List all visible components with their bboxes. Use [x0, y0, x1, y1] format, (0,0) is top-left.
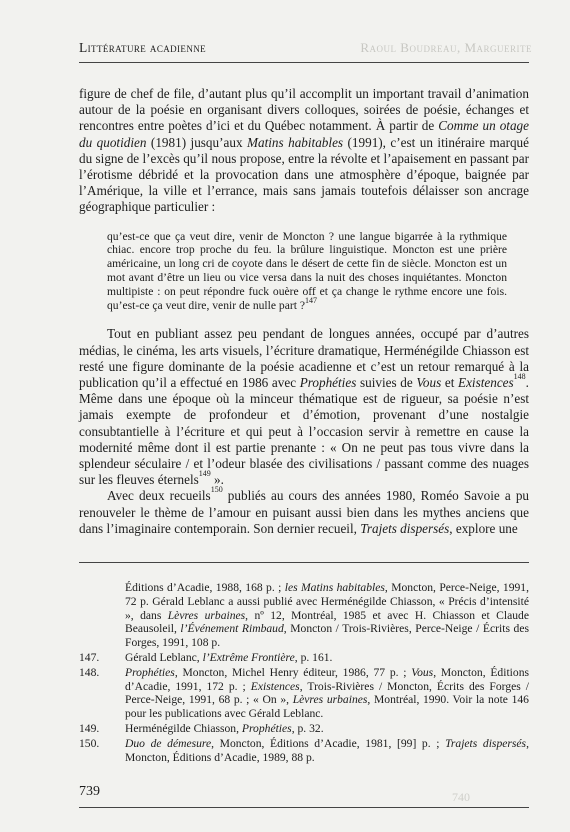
text-run: , explore une	[449, 520, 518, 536]
title-italic: l’Événement Rimbaud	[180, 622, 284, 636]
bleed-through-header: Raoul Boudreau, Marguerite	[360, 40, 532, 55]
footer-rule	[79, 807, 529, 808]
running-head-initial: L	[79, 40, 88, 55]
text-run: Herménégilde Chiasson,	[125, 721, 242, 735]
text-run: Gérald Leblanc,	[125, 650, 203, 664]
footnote-number: 148.	[79, 665, 100, 679]
text-run: (1991), c’est un itinéraire marqué du signe de l’excès qu’il nous propose, entre la révolte et l’apaisement en passant par l’érotisme débridé et la provocation dans une atmosphère d’époque, baignée par l’Amérique, la ville et l’errance, mais sans jamais toutefois délaisser son ancrage géographique particulier :	[79, 134, 530, 215]
text-run: , Moncton, Éditions d’Acadie, 1991, 172 p. ;	[125, 665, 529, 693]
footnote-149	[79, 722, 529, 736]
text-run: , nº 12, Montréal, 1985 et avec H. Chiasson et Claude Beausoleil,	[125, 608, 529, 636]
title-italic: Vous	[416, 375, 442, 391]
footnote-number: 149.	[79, 721, 100, 735]
footnote-text	[125, 651, 529, 665]
title-italic: Prophéties	[299, 375, 357, 391]
bleed-through-page-number: 740	[452, 790, 470, 804]
footnote-text	[125, 666, 529, 721]
title-italic: Comme un otage du quotidien	[79, 118, 530, 150]
footnotes	[79, 581, 529, 765]
footnote-ref-148[interactable]: 148	[513, 372, 526, 382]
text-run: , Moncton / Trois-Rivières, Perce-Neige / Écrits des Forges, 1991, 108 p.	[125, 622, 529, 650]
footnote-150	[79, 737, 529, 765]
text-run: ».	[210, 472, 224, 488]
text-run: , p. 161.	[294, 650, 333, 664]
title-italic: Trajets dispersés	[445, 736, 527, 750]
footnote-continuation	[79, 581, 529, 650]
text-run: , Moncton, Éditions d’Acadie, 1989, 88 p.	[125, 736, 529, 764]
paragraph-3	[79, 485, 530, 537]
footnote-number: 147.	[79, 650, 100, 664]
footnote-rule	[79, 562, 529, 563]
text-run: et	[441, 375, 459, 391]
footnote-number: 150.	[79, 736, 100, 750]
block-quote	[107, 230, 507, 313]
text-run: Tout en publiant assez peu pendant de longues années, occupé par d’autres médias, le cinéma, les arts visuels, l’écriture dramatique, Herménégilde Chiasson est resté une figure dominante de la poésie acadienne et c’est un retour remarqué à la publication qu’il a effectué en 1986 avec	[79, 326, 529, 391]
text-run: , Montréal, 1990. Voir la note 146 pour les publications avec Gérald Leblanc.	[125, 693, 529, 721]
paragraph-1	[79, 86, 529, 216]
footnote-text	[125, 737, 529, 765]
text-run: , Moncton, Michel Henry éditeur, 1986, 77 p. ;	[174, 665, 412, 679]
text-run: , Moncton, Perce-Neige, 1991, 72 p. Gérald Leblanc a aussi publié avec Herménégilde Chiasson, « Précis d’intensité », dans	[125, 581, 529, 622]
title-italic: les Matins habitables	[284, 581, 385, 594]
running-head-title: ittérature acadienne	[87, 40, 207, 55]
title-italic: Lèvres urbaines	[167, 608, 246, 622]
title-italic: l’Extrême Frontière	[202, 650, 295, 664]
quote-text: qu’est-ce que ça veut dire, venir de Moncton ? une langue bigarrée à la rythmique chiac. encore trop proche du feu. la brûlure linguistique. Moncton est une prière américaine, un long cri de coyote dans le désert de cette fin de siècle. Moncton est un mot avant d’être un lieu ou vice versa dans la nuit des choses inquiétantes. Moncton multipiste : on peut répondre fuck ouère off et ça change le rythme encore une fois. qu’est-ce ça veut dire, venir de nulle part ?	[107, 229, 507, 312]
footnote-ref-147[interactable]: 147	[304, 295, 317, 305]
title-italic: Vous	[411, 665, 434, 679]
footnote-ref-149[interactable]: 149	[198, 469, 211, 479]
footnote-148	[79, 666, 529, 721]
text-run: , Trois-Rivières / Moncton, Écrits des Forges / Perce-Neige, 1991, 68 p. ; « On »,	[125, 679, 529, 707]
title-italic: Lèvres urbaines	[292, 693, 368, 707]
footnote-147	[79, 651, 529, 665]
title-italic: Matins habitables	[247, 134, 344, 150]
text-run: . Même dans une époque où la minceur thématique est de rigueur, sa poésie n’est jamais exempte de profondeur et d’émotion, provenant d’une nostalgie consubtantielle à l’écriture et qui peut à l’occasion servir à remettre en cause la modernité même dont il est partie prenante : « On ne peut pas tous vivre dans la splendeur séculaire / et l’odeur blasée des civilisations / passant comme des nuages sur les fleuves éternels	[79, 375, 529, 488]
text-run: suivies de	[356, 375, 417, 391]
title-italic: Prophéties	[125, 665, 175, 679]
paragraph-2	[79, 326, 529, 488]
header-rule	[79, 62, 529, 63]
footnote-ref-150[interactable]: 150	[210, 485, 223, 495]
footnote-text	[79, 581, 529, 650]
text-run: , Moncton, Éditions d’Acadie, 1981, [99] p. ;	[211, 736, 446, 750]
text-run: , p. 32.	[291, 721, 324, 735]
text-run: (1981) jusqu’aux	[146, 134, 248, 150]
title-italic: Existences	[250, 679, 300, 693]
title-italic: Prophéties	[241, 721, 292, 735]
text-run: Éditions d’Acadie, 1988, 168 p. ;	[125, 581, 285, 594]
main-text	[79, 86, 529, 537]
text-run: Avec deux recueils	[107, 488, 211, 504]
footnote-text	[125, 722, 529, 736]
page-number: 739	[79, 784, 100, 799]
title-italic: Existences	[458, 375, 514, 391]
text-run: publiés au cours des années 1980, Roméo Savoie a pu renouveler le thème de l’amour en puisant aussi bien dans les mythes anciens que dans l’imaginaire contemporain. Son dernier recueil,	[79, 488, 530, 536]
title-italic: Trajets dispersés	[360, 520, 450, 536]
title-italic: Duo de démesure	[125, 736, 212, 750]
text-run: figure de chef de file, d’autant plus qu’il accomplit un important travail d’animation autour de la poésie en organisant divers colloques, soirées de poésie, échanges et rencontres entre poètes d’ici et du Québec notamment. À partir de	[79, 86, 529, 134]
